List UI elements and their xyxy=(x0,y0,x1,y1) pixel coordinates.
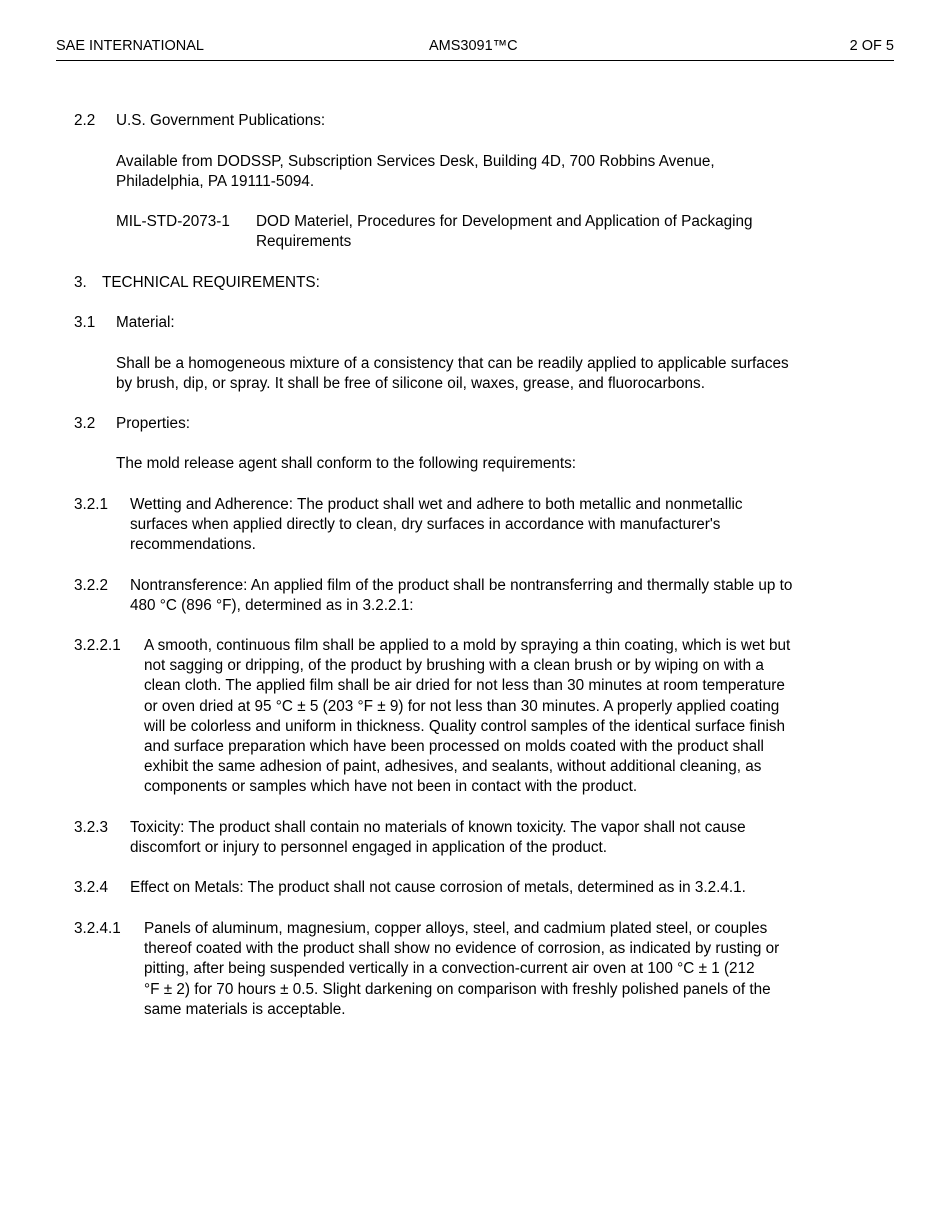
reference-id: MIL-STD-2073-1 xyxy=(116,213,230,230)
section-3-2-3-text xyxy=(130,818,875,858)
paragraph-line: by brush, dip, or spray. It shall be free of silicone oil, waxes, grease, and fluorocarbons. xyxy=(116,375,705,393)
section-3-2-2-text xyxy=(130,576,875,616)
publisher-name: SAE INTERNATIONAL xyxy=(56,38,204,54)
section-3-2-2-1-text xyxy=(144,636,874,798)
paragraph-line: Nontransference: An applied film of the product shall be nontransferring and thermally stable up to xyxy=(130,577,793,594)
section-3-2-1-text xyxy=(130,495,875,556)
section-title: U.S. Government Publications: xyxy=(116,112,326,129)
paragraph-line: surfaces when applied directly to clean, dry surfaces in accordance with manufacturer's xyxy=(130,516,721,534)
paragraph-line: Panels of aluminum, magnesium, copper alloys, steel, and cadmium plated steel, or couples xyxy=(144,920,768,937)
section-3-2-intro xyxy=(116,454,876,474)
paragraph-line: Effect on Metals: The product shall not cause corrosion of metals, determined as in 3.2.4.1. xyxy=(130,879,746,896)
section-2-2-availability xyxy=(116,152,876,192)
paragraph-line: Wetting and Adherence: The product shall wet and adhere to both metallic and nonmetallic xyxy=(130,496,743,513)
section-title: TECHNICAL REQUIREMENTS: xyxy=(102,274,320,291)
paragraph-line: will be colorless and uniform in thickness. Quality control samples of the identical surface finish xyxy=(144,717,786,735)
paragraph-line: The mold release agent shall conform to the following requirements: xyxy=(116,455,576,472)
section-number: 3. xyxy=(74,274,87,291)
paragraph-line: same materials is acceptable. xyxy=(144,1000,346,1018)
paragraph-line: or oven dried at 95 °C ± 5 (203 °F ± 9) for not less than 30 minutes. A properly applied coating xyxy=(144,697,780,715)
paragraph-line: pitting, after being suspended vertically in a convection-current air oven at 100 °C ± 1 (212 xyxy=(144,960,755,978)
page-number: 2 OF 5 xyxy=(849,38,894,54)
paragraph-line: components or samples which have not been in contact with the product. xyxy=(144,778,638,796)
section-number: 3.2.1 xyxy=(74,496,109,513)
paragraph-line: thereof coated with the product shall show no evidence of corrosion, as indicated by rusting or xyxy=(144,940,780,958)
section-number: 3.2.4 xyxy=(74,879,109,896)
paragraph-line: A smooth, continuous film shall be applied to a mold by spraying a thin coating, which is wet but xyxy=(144,637,791,654)
paragraph-line: exhibit the same adhesion of paint, adhesives, and sealants, without additional cleaning, as xyxy=(144,758,762,776)
section-number: 3.2 xyxy=(74,415,96,432)
reference-description: Requirements xyxy=(256,233,352,250)
paragraph-line: Philadelphia, PA 19111-5094. xyxy=(116,173,315,191)
paragraph-line: recommendations. xyxy=(130,536,256,554)
section-number: 3.2.3 xyxy=(74,819,109,836)
section-number: 3.2.2.1 xyxy=(74,637,121,654)
document-number: AMS3091™C xyxy=(429,38,518,54)
paragraph-line: Available from DODSSP, Subscription Services Desk, Building 4D, 700 Robbins Avenue, xyxy=(116,153,715,170)
paragraph-line: 480 °C (896 °F), determined as in 3.2.2.1: xyxy=(130,597,414,615)
section-number: 3.2.4.1 xyxy=(74,920,121,937)
section-number: 3.2.2 xyxy=(74,577,109,594)
paragraph-line: Toxicity: The product shall contain no materials of known toxicity. The vapor shall not cause xyxy=(130,819,746,836)
paragraph-line: not sagging or dripping, of the product by brushing with a clean brush or by wiping on with a xyxy=(144,657,764,675)
page-header xyxy=(56,38,894,61)
paragraph-line: clean cloth. The applied film shall be air dried for not less than 30 minutes at room temperature xyxy=(144,677,785,695)
reference-description: DOD Materiel, Procedures for Development and Application of Packaging xyxy=(256,213,753,230)
paragraph-line: discomfort or injury to personnel engaged in application of the product. xyxy=(130,839,608,857)
section-number: 3.1 xyxy=(74,314,96,331)
section-title: Material: xyxy=(116,314,175,331)
section-3-2-4-text xyxy=(130,878,875,898)
paragraph-line: °F ± 2) for 70 hours ± 0.5. Slight darkening on comparison with freshly polished panels of the xyxy=(144,980,771,998)
paragraph-line: and surface preparation which have been processed on molds coated with the product shall xyxy=(144,738,764,756)
section-title: Properties: xyxy=(116,415,190,432)
section-number: 2.2 xyxy=(74,112,96,129)
section-3-1-text xyxy=(116,354,876,394)
paragraph-line: Shall be a homogeneous mixture of a consistency that can be readily applied to applicable surfaces xyxy=(116,355,789,372)
section-3-2-4-1-text xyxy=(144,919,874,1020)
